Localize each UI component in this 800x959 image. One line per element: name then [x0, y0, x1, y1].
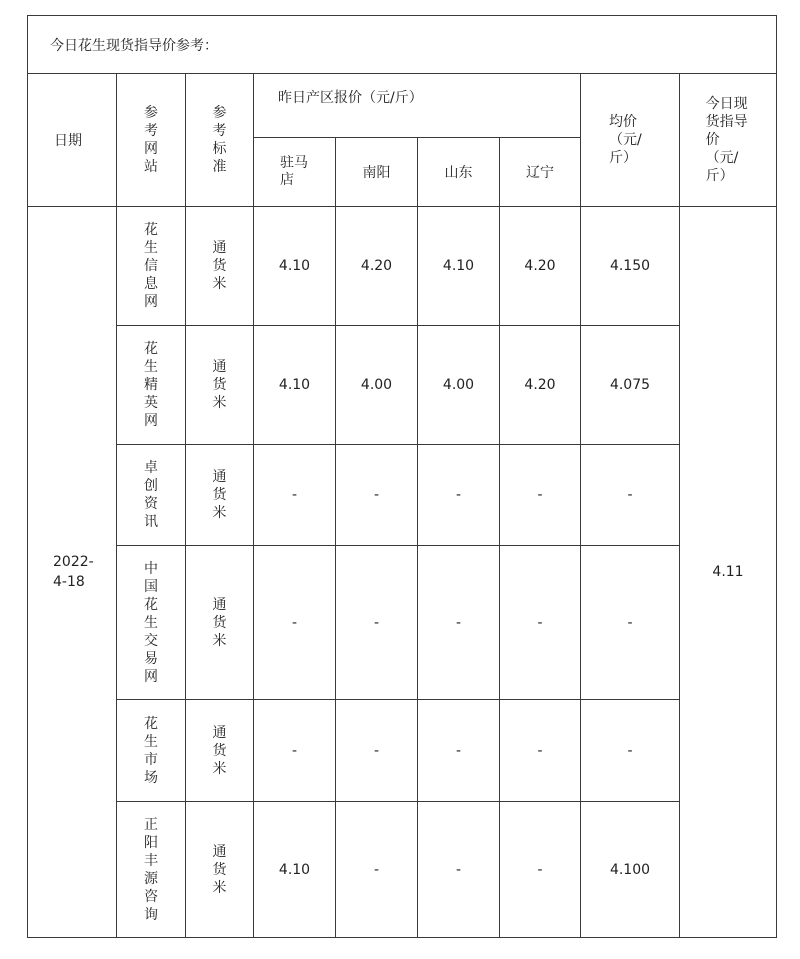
price-nanyang: - [336, 445, 418, 546]
today-ref-value: 4.11 [680, 207, 777, 938]
table-row [28, 700, 777, 802]
standard-cell: 通货米 [186, 445, 254, 546]
price-shandong: - [418, 445, 500, 546]
table-title: 今日花生现货指导价参考： [28, 16, 777, 74]
price-avg: 4.100 [581, 802, 680, 938]
price-avg: - [581, 700, 680, 802]
price-liaoning: 4.20 [500, 207, 581, 326]
table-row [28, 445, 777, 546]
price-nanyang: - [336, 546, 418, 700]
header-region-liaoning: 辽宁 [500, 138, 581, 207]
standard-cell: 通货米 [186, 326, 254, 445]
price-zhumadian: 4.10 [254, 326, 336, 445]
standard-cell: 通货米 [186, 207, 254, 326]
table-row [28, 326, 777, 445]
header-today-ref: 今日现货指导价（元/斤） [680, 74, 777, 207]
price-nanyang: - [336, 802, 418, 938]
price-shandong: - [418, 700, 500, 802]
price-liaoning: - [500, 802, 581, 938]
standard-cell: 通货米 [186, 700, 254, 802]
header-yesterday-price: 昨日产区报价（元/斤） [254, 74, 581, 138]
site-cell: 卓创资讯 [117, 445, 186, 546]
price-zhumadian: 4.10 [254, 802, 336, 938]
site-cell: 花生精英网 [117, 326, 186, 445]
standard-cell: 通货米 [186, 546, 254, 700]
header-date: 日期 [28, 74, 117, 207]
site-cell: 花生市场 [117, 700, 186, 802]
title-row [28, 16, 777, 74]
price-nanyang: 4.00 [336, 326, 418, 445]
site-cell: 中国花生交易网 [117, 546, 186, 700]
price-nanyang: 4.20 [336, 207, 418, 326]
price-liaoning: 4.20 [500, 326, 581, 445]
header-row-1 [28, 74, 777, 138]
table-row [28, 802, 777, 938]
price-zhumadian: 4.10 [254, 207, 336, 326]
standard-cell: 通货米 [186, 802, 254, 938]
header-region-nanyang: 南阳 [336, 138, 418, 207]
price-zhumadian: - [254, 700, 336, 802]
price-liaoning: - [500, 445, 581, 546]
price-avg: 4.075 [581, 326, 680, 445]
price-table [27, 15, 777, 938]
site-cell: 花生信息网 [117, 207, 186, 326]
header-avg: 均价（元/斤） [581, 74, 680, 207]
header-region-shandong: 山东 [418, 138, 500, 207]
price-shandong: 4.10 [418, 207, 500, 326]
price-shandong: - [418, 546, 500, 700]
site-cell: 正阳丰源咨询 [117, 802, 186, 938]
price-liaoning: - [500, 700, 581, 802]
price-avg: - [581, 546, 680, 700]
price-zhumadian: - [254, 445, 336, 546]
price-shandong: - [418, 802, 500, 938]
date-cell: 2022-4-18 [28, 207, 117, 938]
price-nanyang: - [336, 700, 418, 802]
header-standard: 参考标准 [186, 74, 254, 207]
price-liaoning: - [500, 546, 581, 700]
table-row [28, 207, 777, 326]
price-shandong: 4.00 [418, 326, 500, 445]
header-site: 参考网站 [117, 74, 186, 207]
price-avg: - [581, 445, 680, 546]
header-region-zhumadian: 驻马店 [254, 138, 336, 207]
price-avg: 4.150 [581, 207, 680, 326]
table-row [28, 546, 777, 700]
price-zhumadian: - [254, 546, 336, 700]
